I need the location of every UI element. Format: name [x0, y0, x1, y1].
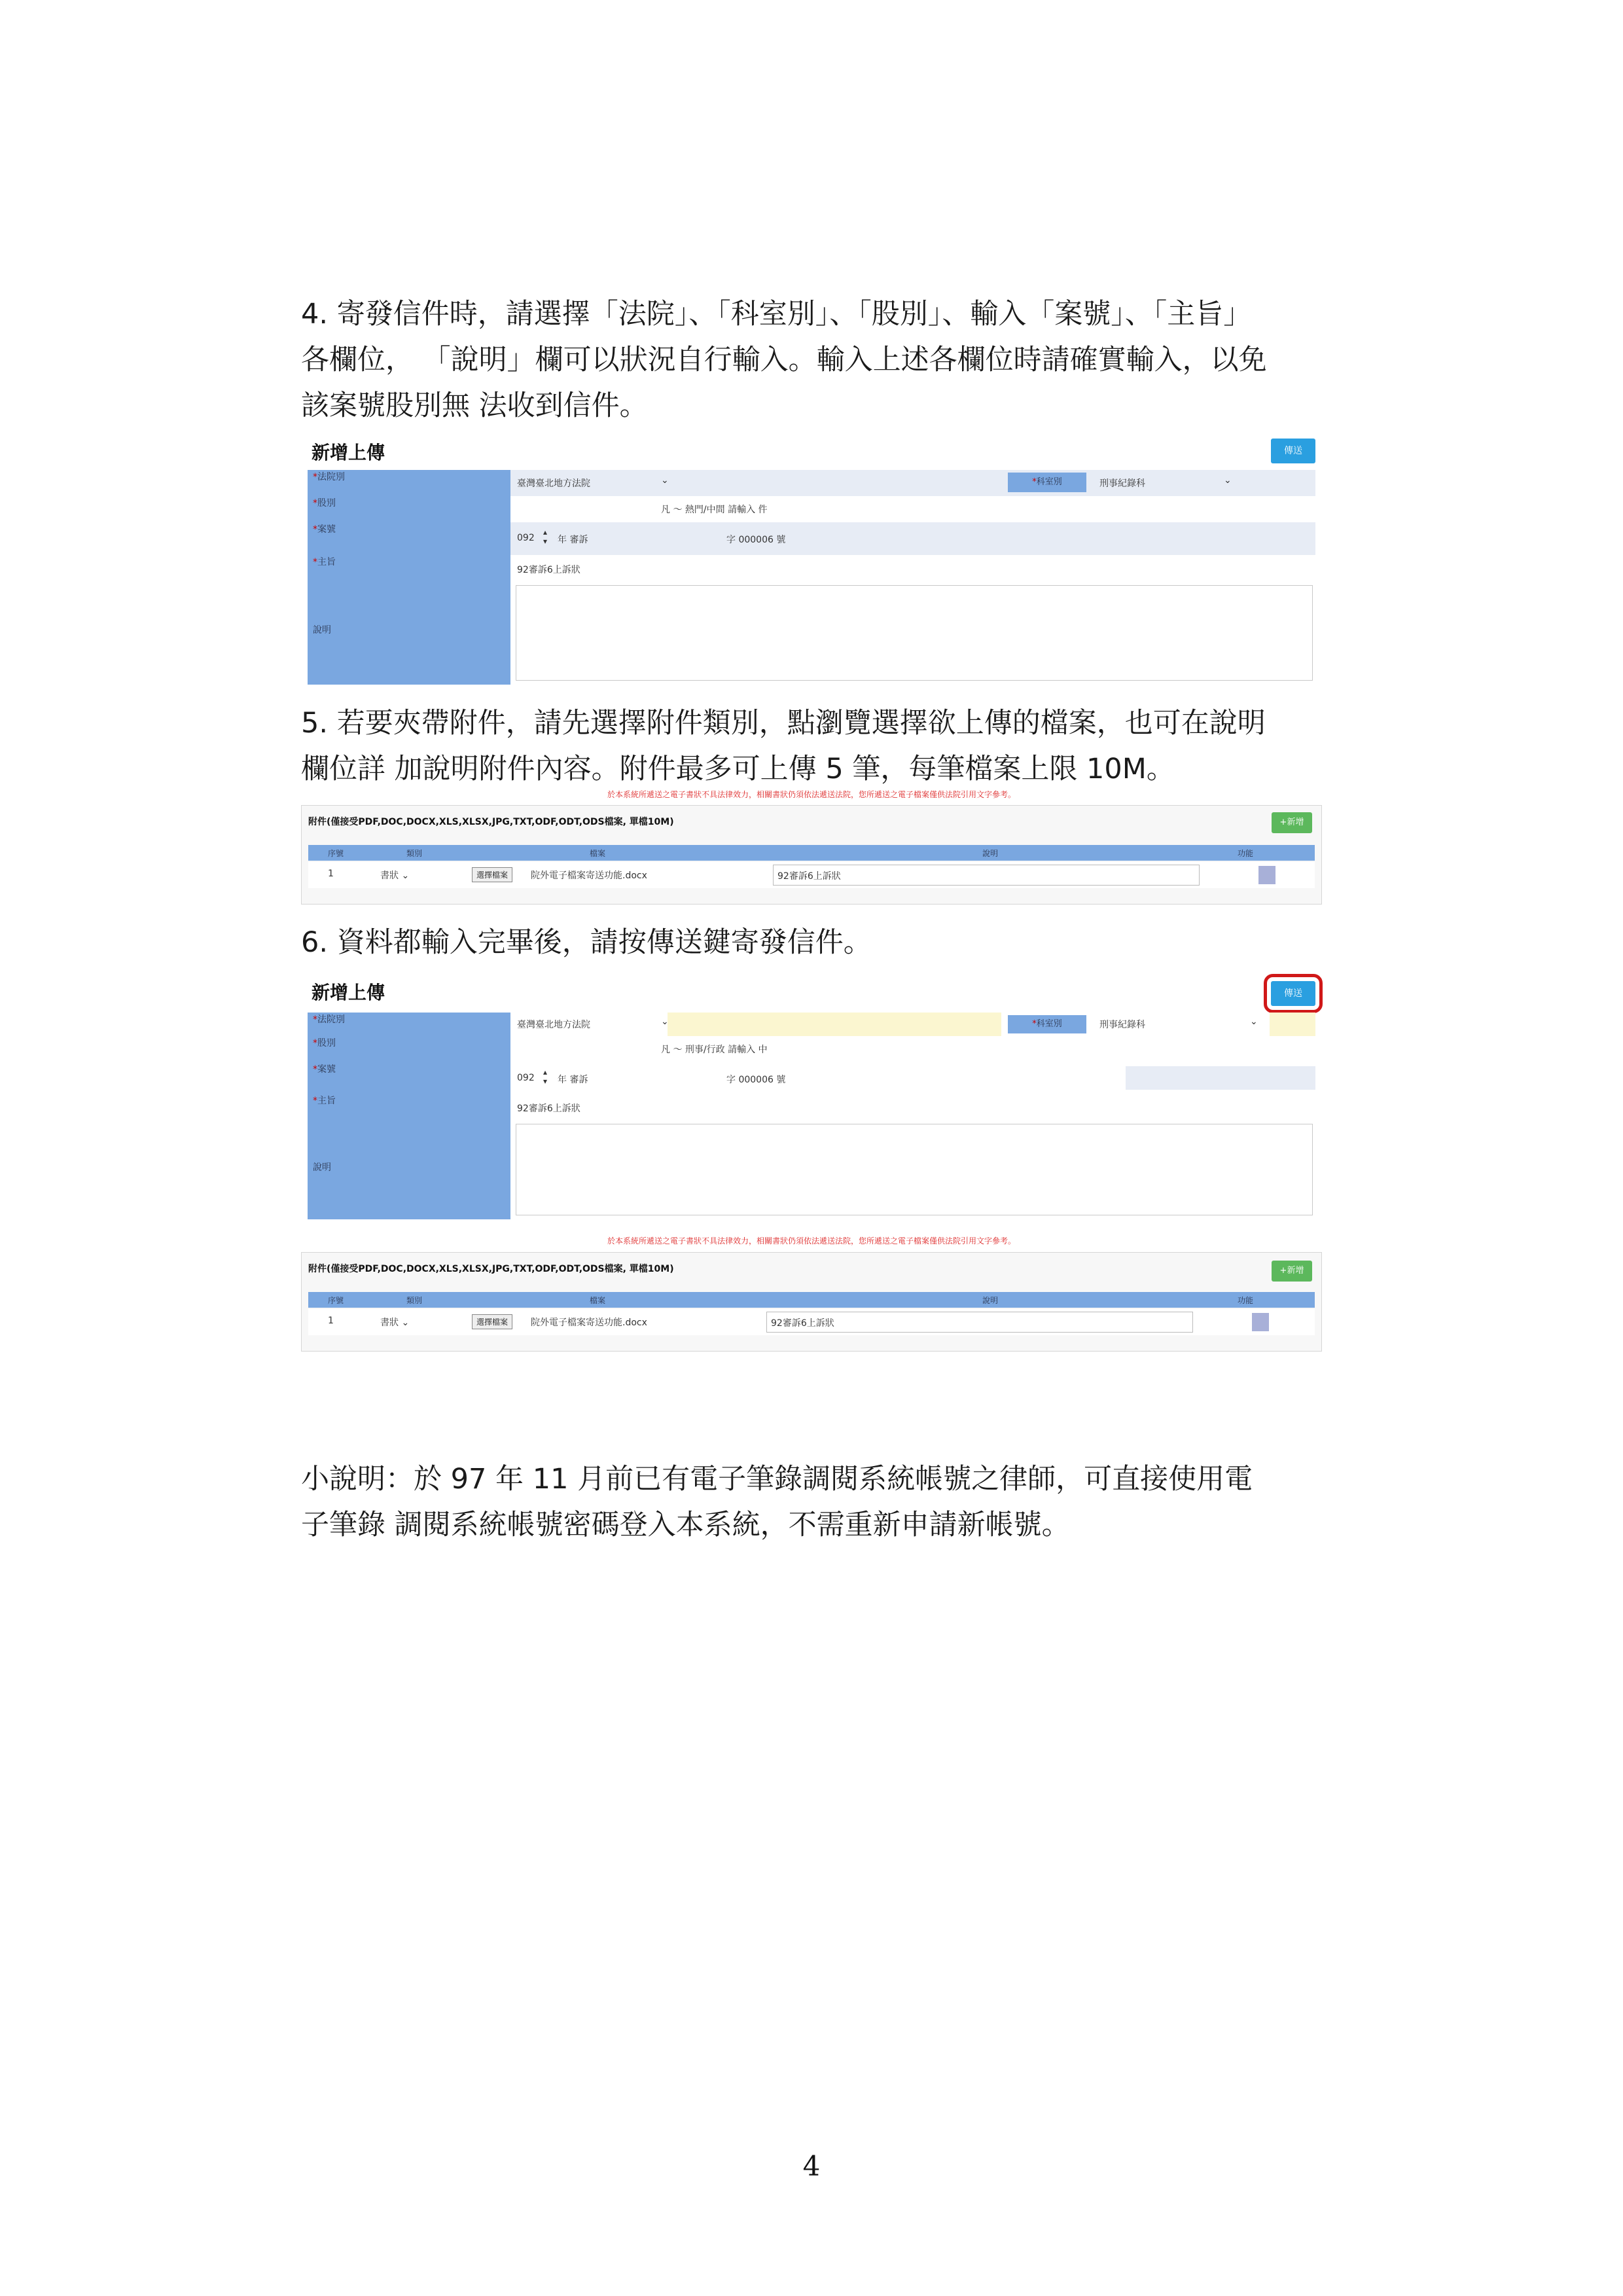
step4-line-2: 各欄位， 「說明」欄可以狀況自行輸入。輸入上述各欄位時請確實輸入，以免: [301, 344, 1267, 376]
note-line-1: 小說明：於 97 年 11 月前已有電子筆錄調閱系統帳號之律師，可直接使用電: [301, 1463, 1253, 1496]
case-number-field: [510, 522, 1315, 555]
label-division: *股別: [308, 496, 510, 522]
division-field[interactable]: [510, 1036, 1315, 1062]
label-subject: *主旨: [308, 555, 510, 581]
stepper-icon[interactable]: ▴ ▾: [543, 528, 548, 546]
attachment-screenshot-1: [301, 789, 1322, 910]
row-division: [308, 1036, 1315, 1062]
send-button[interactable]: 傳送: [1271, 439, 1315, 463]
description-field: [510, 1120, 1315, 1219]
step5-line-2: 欄位詳 加說明附件內容。附件最多可上傳 5 筆，每筆檔案上限 10M。: [301, 753, 1175, 785]
office-select[interactable]: 刑事紀錄科: [1099, 478, 1145, 489]
row-court: [308, 1013, 1315, 1036]
court-select[interactable]: 臺灣臺北地方法院: [517, 1020, 590, 1030]
header-type: 類別: [406, 1296, 423, 1305]
label-description: 說明: [308, 581, 510, 685]
court-field[interactable]: [510, 1013, 1315, 1036]
attachment-title: 附件(僅接受PDF,DOC,DOCX,XLS,XLSX,JPG,TXT,ODF,ODT,ODS檔案, 單檔10M): [308, 817, 674, 827]
legal-notice: 於本系統所遞送之電子書狀不具法律效力，相關書狀仍須依法遞送法院，您所遞送之電子檔案僅供法院引用文字參考。: [607, 790, 1016, 799]
label-division: *股別: [308, 1036, 510, 1062]
header-type: 類別: [406, 849, 423, 858]
attachment-row: [308, 1309, 1315, 1335]
chevron-down-icon: ⌄: [661, 475, 669, 486]
page-number: 4: [802, 2150, 821, 2182]
row-case-number: [308, 1062, 1315, 1094]
subject-field: [510, 1094, 1315, 1120]
case-number-input[interactable]: 字 000006 號: [726, 535, 786, 545]
upload-form: [308, 470, 1315, 692]
row-case-number: [308, 522, 1315, 555]
attachment-filename: 院外電子檔案寄送功能.docx: [531, 1318, 647, 1328]
stepper-icon[interactable]: ▴ ▾: [543, 1067, 548, 1086]
header-file: 檔案: [590, 1296, 606, 1305]
row-subject: [308, 1094, 1315, 1120]
header-index: 序號: [328, 1296, 344, 1305]
case-number-input[interactable]: 字 000006 號: [726, 1075, 786, 1085]
case-year-suffix: 年 審訴: [558, 1075, 588, 1085]
step5-line-1: 5. 若要夾帶附件，請先選擇附件類別，點瀏覽選擇欲上傳的檔案，也可在說明: [301, 707, 1266, 740]
subject-input[interactable]: 92審訴6上訴狀: [517, 1103, 580, 1114]
court-field[interactable]: [510, 470, 1315, 496]
chevron-down-icon: ⌄: [661, 1016, 669, 1027]
form-title: 新增上傳: [312, 982, 385, 1003]
attachment-panel: [301, 1252, 1322, 1352]
row-index: 1: [328, 1316, 334, 1326]
row-description: [308, 581, 1315, 685]
attachment-desc-input[interactable]: 92審訴6上訴狀: [766, 1312, 1193, 1333]
note-paragraph: [301, 1456, 1253, 1548]
delete-attachment-button[interactable]: [1252, 1313, 1269, 1331]
chevron-down-icon: ⌄: [1250, 1016, 1258, 1027]
label-case-number: *案號: [308, 522, 510, 555]
attachment-table-header: [308, 845, 1315, 861]
division-select[interactable]: 凡 ～ 刑事/行政 請輸入 中: [661, 1045, 768, 1055]
row-court: [308, 470, 1315, 496]
add-attachment-button[interactable]: +新增: [1272, 1261, 1312, 1282]
step4-line-3: 該案號股別無 法收到信件。: [301, 389, 648, 422]
row-description: [308, 1120, 1315, 1219]
delete-attachment-button[interactable]: [1258, 866, 1275, 884]
add-attachment-button[interactable]: +新增: [1272, 812, 1312, 833]
label-subject: *主旨: [308, 1094, 510, 1120]
upload-form-screenshot-2: [301, 972, 1322, 1365]
description-textarea[interactable]: [516, 1124, 1313, 1215]
label-case-number: *案號: [308, 1062, 510, 1094]
header-action: 功能: [1238, 1296, 1254, 1305]
header-desc: 說明: [982, 1296, 999, 1305]
description-field: [510, 581, 1315, 685]
header-file: 檔案: [590, 849, 606, 858]
choose-file-button[interactable]: 選擇檔案: [472, 1314, 512, 1329]
attachment-desc-input[interactable]: 92審訴6上訴狀: [773, 865, 1200, 886]
label-court: *法院別: [308, 1013, 510, 1036]
office-label: *科室別: [1008, 1015, 1086, 1033]
upload-form: [308, 1013, 1315, 1229]
header-index: 序號: [328, 849, 344, 858]
send-button-highlighted[interactable]: 傳送: [1271, 981, 1315, 1006]
division-select[interactable]: 凡 ～ 熱門/中間 請輸入 件: [661, 505, 768, 515]
note-line-2: 子筆錄 調閱系統帳號密碼登入本系統，不需重新申請新帳號。: [301, 1509, 1070, 1541]
chevron-down-icon: ⌄: [1224, 475, 1232, 486]
header-desc: 說明: [982, 849, 999, 858]
division-field[interactable]: [510, 496, 1315, 522]
step5-paragraph: [301, 700, 1266, 792]
step4-paragraph: [301, 291, 1267, 429]
office-select[interactable]: 刑事紀錄科: [1099, 1020, 1145, 1030]
case-year-suffix: 年 審訴: [558, 535, 588, 545]
office-label: *科室別: [1008, 473, 1086, 492]
attachment-title: 附件(僅接受PDF,DOC,DOCX,XLS,XLSX,JPG,TXT,ODF,ODT,ODS檔案, 單檔10M): [308, 1264, 674, 1274]
label-description: 說明: [308, 1120, 510, 1219]
subject-field: [510, 555, 1315, 581]
row-subject: [308, 555, 1315, 581]
subject-input[interactable]: 92審訴6上訴狀: [517, 565, 580, 575]
case-number-field: [510, 1062, 1315, 1094]
legal-notice: 於本系統所遞送之電子書狀不具法律效力，相關書狀仍須依法遞送法院，您所遞送之電子檔案僅供法院引用文字參考。: [607, 1236, 1016, 1246]
form-title: 新增上傳: [312, 442, 385, 463]
case-year-input[interactable]: 092: [517, 533, 535, 543]
label-court: *法院別: [308, 470, 510, 496]
attachment-panel: [301, 805, 1322, 905]
row-division: [308, 496, 1315, 522]
attachment-type-select[interactable]: 書狀 ⌄: [380, 1318, 410, 1328]
step6-line: 6. 資料都輸入完畢後，請按傳送鍵寄發信件。: [301, 926, 872, 959]
choose-file-button[interactable]: 選擇檔案: [472, 867, 512, 882]
attachment-table-header: [308, 1292, 1315, 1308]
upload-form-screenshot-1: [301, 432, 1322, 694]
attachment-filename: 院外電子檔案寄送功能.docx: [531, 870, 647, 881]
court-select[interactable]: 臺灣臺北地方法院: [517, 478, 590, 489]
header-action: 功能: [1238, 849, 1254, 858]
step4-line-1: 4. 寄發信件時，請選擇「法院」、「科室別」、「股別」、輸入「案號」、「主旨」: [301, 298, 1252, 331]
attachment-row: [308, 862, 1315, 888]
step6-paragraph: [301, 920, 872, 965]
description-textarea[interactable]: [516, 585, 1313, 681]
case-year-input[interactable]: 092: [517, 1073, 535, 1083]
attachment-type-select[interactable]: 書狀 ⌄: [380, 870, 410, 881]
row-index: 1: [328, 869, 334, 879]
